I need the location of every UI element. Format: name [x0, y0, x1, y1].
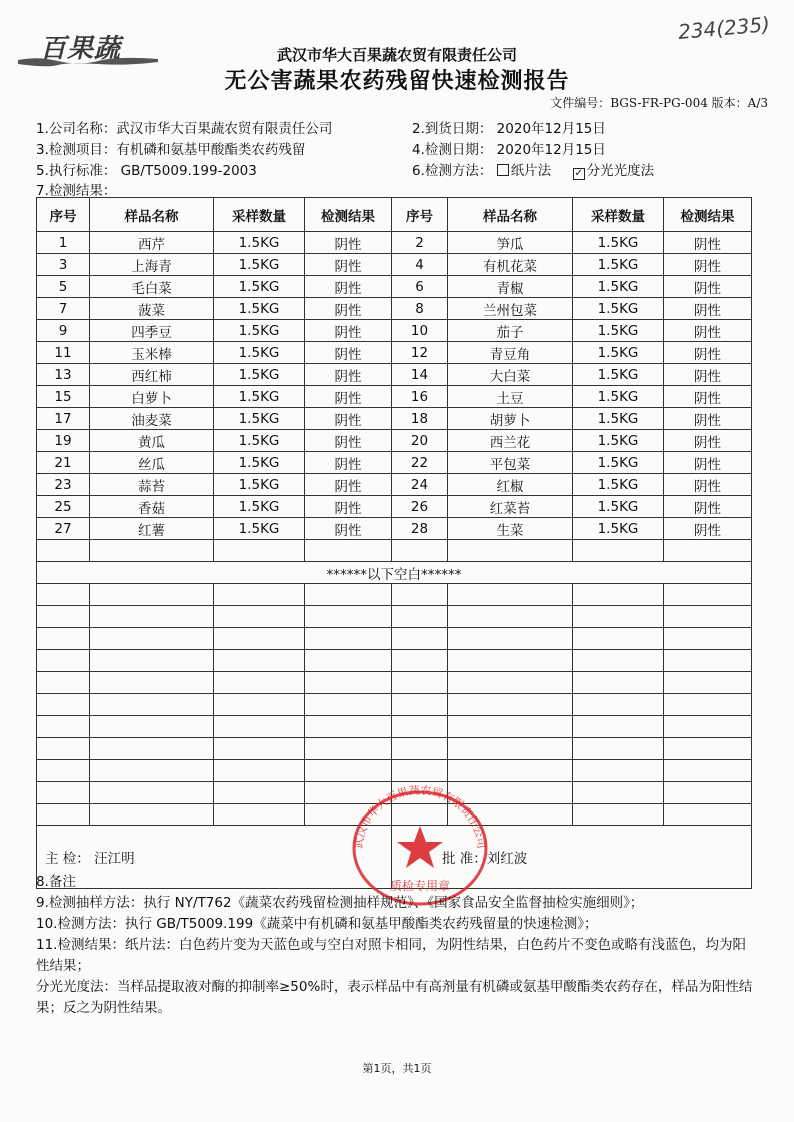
cell-sample-name: 毛白菜: [90, 276, 214, 298]
table-row: [37, 342, 752, 364]
cell-sample-name: 四季豆: [90, 320, 214, 342]
cell-index: 9: [37, 320, 90, 342]
empty-cell: [573, 540, 664, 562]
empty-cell: [90, 650, 214, 672]
approver-signature: 批 准：刘红波: [392, 826, 752, 889]
cell-index: 10: [392, 320, 448, 342]
cell-quantity: 1.5KG: [214, 518, 305, 540]
cell-index: 17: [37, 408, 90, 430]
cell-quantity: 1.5KG: [573, 232, 664, 254]
spectro-method-label: 分光光度法: [586, 163, 655, 179]
empty-cell: [305, 540, 392, 562]
empty-cell: [448, 738, 573, 760]
cell-quantity: 1.5KG: [214, 254, 305, 276]
cell-sample-name: 丝瓜: [90, 452, 214, 474]
cell-quantity: 1.5KG: [573, 474, 664, 496]
cell-index: 16: [392, 386, 448, 408]
cell-quantity: 1.5KG: [214, 320, 305, 342]
cell-quantity: 1.5KG: [573, 518, 664, 540]
cell-index: 15: [37, 386, 90, 408]
cell-quantity: 1.5KG: [214, 342, 305, 364]
seal-star-icon: [397, 826, 443, 868]
cell-sample-name: 笋瓜: [448, 232, 573, 254]
empty-row: [37, 738, 752, 760]
empty-cell: [37, 782, 90, 804]
cell-index: 1: [37, 232, 90, 254]
empty-cell: [37, 694, 90, 716]
spectro-method-checkbox[interactable]: ✓: [574, 168, 583, 179]
cell-quantity: 1.5KG: [214, 474, 305, 496]
empty-cell: [448, 716, 573, 738]
cell-quantity: 1.5KG: [214, 452, 305, 474]
empty-cell: [573, 760, 664, 782]
empty-cell: [37, 804, 90, 826]
table-row: [37, 232, 752, 254]
cell-index: 20: [392, 430, 448, 452]
empty-cell: [392, 584, 448, 606]
empty-cell: [37, 650, 90, 672]
empty-cell: [573, 804, 664, 826]
cell-sample-name: 兰州包菜: [448, 298, 573, 320]
cell-sample-name: 青椒: [448, 276, 573, 298]
paper-method-checkbox[interactable]: [497, 164, 509, 176]
table-row: [37, 298, 752, 320]
cell-sample-name: 土豆: [448, 386, 573, 408]
empty-cell: [664, 716, 752, 738]
cell-result: 阴性: [664, 408, 752, 430]
cell-quantity: 1.5KG: [573, 430, 664, 452]
empty-cell: [37, 738, 90, 760]
cell-result: 阴性: [664, 342, 752, 364]
cell-index: 3: [37, 254, 90, 276]
empty-cell: [664, 694, 752, 716]
seal-subtext: 质检专用章: [389, 879, 451, 893]
cell-index: 4: [392, 254, 448, 276]
empty-cell: [305, 738, 392, 760]
empty-cell: [305, 694, 392, 716]
cell-quantity: 1.5KG: [573, 320, 664, 342]
empty-row: [37, 650, 752, 672]
empty-cell: [90, 760, 214, 782]
table-row: [37, 254, 752, 276]
empty-cell: [214, 782, 305, 804]
cell-quantity: 1.5KG: [573, 452, 664, 474]
empty-cell: [448, 628, 573, 650]
test-item-field: 3.检测项目：有机磷和氨基甲酸酯类农药残留: [36, 142, 306, 158]
cell-sample-name: 茄子: [448, 320, 573, 342]
cell-sample-name: 平包菜: [448, 452, 573, 474]
cell-result: 阴性: [664, 276, 752, 298]
empty-cell: [664, 672, 752, 694]
cell-index: 14: [392, 364, 448, 386]
empty-cell: [90, 694, 214, 716]
empty-cell: [448, 584, 573, 606]
cell-result: 阴性: [305, 386, 392, 408]
empty-row: [37, 540, 752, 562]
empty-cell: [664, 606, 752, 628]
empty-cell: [448, 650, 573, 672]
empty-cell: [37, 760, 90, 782]
empty-cell: [37, 540, 90, 562]
empty-cell: [448, 672, 573, 694]
empty-cell: [573, 628, 664, 650]
cell-result: 阴性: [664, 364, 752, 386]
cell-index: 7: [37, 298, 90, 320]
seal-text: 武汉市华大百果蔬农贸有限责任公司: [351, 783, 489, 850]
empty-cell: [573, 738, 664, 760]
empty-cell: [664, 650, 752, 672]
empty-cell: [305, 584, 392, 606]
cell-result: 阴性: [664, 496, 752, 518]
cell-sample-name: 白萝卜: [90, 386, 214, 408]
cell-quantity: 1.5KG: [573, 298, 664, 320]
empty-cell: [214, 716, 305, 738]
cell-index: 6: [392, 276, 448, 298]
empty-cell: [90, 672, 214, 694]
empty-cell: [664, 738, 752, 760]
table-row: [37, 474, 752, 496]
arrival-date-field: 2.到货日期： 2020年12月15日: [412, 121, 606, 137]
col-header-sample: 样品名称: [90, 198, 214, 232]
empty-cell: [573, 672, 664, 694]
empty-cell: [573, 782, 664, 804]
empty-cell: [214, 606, 305, 628]
empty-row: [37, 760, 752, 782]
empty-cell: [392, 760, 448, 782]
blank-marker-row: [37, 562, 752, 584]
table-row: [37, 430, 752, 452]
cell-result: 阴性: [305, 408, 392, 430]
empty-cell: [392, 628, 448, 650]
empty-cell: [305, 760, 392, 782]
empty-cell: [664, 782, 752, 804]
cell-index: 19: [37, 430, 90, 452]
cell-sample-name: 生菜: [448, 518, 573, 540]
cell-sample-name: 胡萝卜: [448, 408, 573, 430]
cell-index: 8: [392, 298, 448, 320]
cell-sample-name: 玉米棒: [90, 342, 214, 364]
cell-sample-name: 有机花菜: [448, 254, 573, 276]
cell-sample-name: 西兰花: [448, 430, 573, 452]
cell-sample-name: 蒜苔: [90, 474, 214, 496]
empty-cell: [214, 584, 305, 606]
cell-quantity: 1.5KG: [573, 386, 664, 408]
cell-sample-name: 红薯: [90, 518, 214, 540]
cell-result: 阴性: [664, 254, 752, 276]
cell-quantity: 1.5KG: [214, 232, 305, 254]
empty-cell: [305, 628, 392, 650]
empty-cell: [664, 804, 752, 826]
empty-cell: [392, 738, 448, 760]
cell-quantity: 1.5KG: [573, 364, 664, 386]
empty-cell: [305, 650, 392, 672]
cell-index: 12: [392, 342, 448, 364]
empty-cell: [573, 606, 664, 628]
cell-result: 阴性: [305, 276, 392, 298]
table-row: [37, 364, 752, 386]
cell-quantity: 1.5KG: [573, 408, 664, 430]
cell-index: 26: [392, 496, 448, 518]
cell-result: 阴性: [305, 364, 392, 386]
page-footer: 第1页，共1页: [362, 1062, 432, 1075]
cell-result: 阴性: [305, 298, 392, 320]
cell-sample-name: 黄瓜: [90, 430, 214, 452]
empty-cell: [392, 694, 448, 716]
table-row: [37, 386, 752, 408]
empty-row: [37, 606, 752, 628]
col-header-sample: 样品名称: [448, 198, 573, 232]
cell-quantity: 1.5KG: [214, 496, 305, 518]
table-row: [37, 452, 752, 474]
cell-result: 阴性: [664, 474, 752, 496]
empty-cell: [37, 628, 90, 650]
empty-cell: [37, 606, 90, 628]
cell-result: 阴性: [664, 518, 752, 540]
cell-result: 阴性: [305, 474, 392, 496]
empty-cell: [37, 716, 90, 738]
note-test-method: 10.检测方法：执行 GB/T5009.199《蔬菜中有机磷和氨基甲酸酯类农药残留量的快速检测》；: [36, 916, 598, 932]
empty-cell: [90, 782, 214, 804]
cell-index: 5: [37, 276, 90, 298]
col-header-index: 序号: [37, 198, 90, 232]
cell-quantity: 1.5KG: [214, 276, 305, 298]
empty-row: [37, 694, 752, 716]
empty-cell: [392, 650, 448, 672]
empty-row: [37, 672, 752, 694]
cell-quantity: 1.5KG: [214, 298, 305, 320]
table-row: [37, 320, 752, 342]
col-header-quantity: 采样数量: [573, 198, 664, 232]
cell-index: 28: [392, 518, 448, 540]
report-title: 无公害蔬果农药残留快速检测报告: [224, 69, 570, 94]
empty-cell: [448, 540, 573, 562]
notes-title: 8.备注: [36, 874, 76, 890]
empty-cell: [90, 716, 214, 738]
empty-cell: [664, 540, 752, 562]
cell-result: 阴性: [664, 430, 752, 452]
cell-index: 21: [37, 452, 90, 474]
empty-cell: [214, 672, 305, 694]
empty-cell: [214, 804, 305, 826]
empty-row: [37, 628, 752, 650]
empty-row: [37, 716, 752, 738]
col-header-quantity: 采样数量: [214, 198, 305, 232]
table-row: [37, 518, 752, 540]
empty-cell: [664, 760, 752, 782]
notes-section: [36, 872, 756, 1019]
empty-cell: [448, 606, 573, 628]
empty-cell: [90, 628, 214, 650]
cell-result: 阴性: [305, 254, 392, 276]
cell-quantity: 1.5KG: [573, 276, 664, 298]
results-label: 7.检测结果：: [36, 183, 117, 199]
test-method-field: [412, 159, 654, 180]
cell-index: 27: [37, 518, 90, 540]
cell-quantity: 1.5KG: [573, 254, 664, 276]
empty-cell: [448, 694, 573, 716]
cell-result: 阴性: [305, 342, 392, 364]
empty-cell: [90, 584, 214, 606]
handwritten-number: 234(235): [677, 12, 771, 44]
empty-cell: [214, 738, 305, 760]
empty-cell: [214, 540, 305, 562]
cell-result: 阴性: [664, 232, 752, 254]
cell-sample-name: 青豆角: [448, 342, 573, 364]
note-sampling-method: 9.检测抽样方法：执行 NY/T762《蔬菜农药残留检测抽样规范》、《国家食品安全监督抽检实施细则》；: [36, 895, 644, 911]
cell-sample-name: 红椒: [448, 474, 573, 496]
cell-result: 阴性: [305, 320, 392, 342]
blank-marker: ******以下空白******: [37, 562, 752, 584]
table-header-row: [37, 198, 752, 232]
empty-cell: [664, 584, 752, 606]
table-row: [37, 276, 752, 298]
paper-method-label: 纸片法: [510, 163, 552, 179]
col-header-result: 检测结果: [664, 198, 752, 232]
cell-sample-name: 西红柿: [90, 364, 214, 386]
cell-result: 阴性: [305, 518, 392, 540]
cell-sample-name: 油麦菜: [90, 408, 214, 430]
empty-cell: [305, 606, 392, 628]
empty-cell: [392, 540, 448, 562]
inspector-signature: 主 检： 汪江明: [37, 826, 392, 889]
col-header-index: 序号: [392, 198, 448, 232]
cell-sample-name: 西芹: [90, 232, 214, 254]
empty-cell: [573, 694, 664, 716]
cell-index: 11: [37, 342, 90, 364]
empty-cell: [305, 716, 392, 738]
empty-cell: [90, 540, 214, 562]
note-result-paper: 11.检测结果：纸片法：白色药片变为天蓝色或与空白对照卡相同，为阴性结果，白色药片不变色或略有浅蓝色，均为阳性结果；: [36, 937, 746, 974]
empty-cell: [90, 804, 214, 826]
col-header-result: 检测结果: [305, 198, 392, 232]
cell-quantity: 1.5KG: [214, 430, 305, 452]
cell-quantity: 1.5KG: [573, 342, 664, 364]
cell-quantity: 1.5KG: [573, 496, 664, 518]
cell-index: 24: [392, 474, 448, 496]
table-row: [37, 496, 752, 518]
cell-sample-name: 菠菜: [90, 298, 214, 320]
empty-cell: [214, 628, 305, 650]
empty-cell: [90, 738, 214, 760]
cell-result: 阴性: [664, 298, 752, 320]
empty-cell: [305, 672, 392, 694]
cell-result: 阴性: [305, 452, 392, 474]
standard-field: 5.执行标准： GB/T5009.199-2003: [36, 163, 257, 179]
empty-cell: [573, 650, 664, 672]
empty-cell: [37, 584, 90, 606]
test-method-label: 6.检测方法：: [412, 163, 493, 179]
cell-sample-name: 大白菜: [448, 364, 573, 386]
empty-row: [37, 584, 752, 606]
cell-sample-name: 香菇: [90, 496, 214, 518]
empty-cell: [448, 760, 573, 782]
empty-cell: [214, 650, 305, 672]
table-row: [37, 408, 752, 430]
empty-cell: [90, 606, 214, 628]
empty-cell: [214, 760, 305, 782]
cell-quantity: 1.5KG: [214, 408, 305, 430]
cell-result: 阴性: [305, 430, 392, 452]
empty-cell: [573, 584, 664, 606]
empty-cell: [573, 716, 664, 738]
cell-index: 13: [37, 364, 90, 386]
cell-sample-name: 上海青: [90, 254, 214, 276]
company-name-field: 1.公司名称：武汉市华大百果蔬农贸有限责任公司: [36, 121, 333, 137]
empty-cell: [214, 694, 305, 716]
cell-quantity: 1.5KG: [214, 386, 305, 408]
test-date-field: 4.检测日期： 2020年12月15日: [412, 142, 606, 158]
empty-cell: [392, 606, 448, 628]
empty-cell: [37, 672, 90, 694]
cell-quantity: 1.5KG: [214, 364, 305, 386]
logo-text: 百果蔬: [40, 34, 122, 64]
cell-result: 阴性: [664, 320, 752, 342]
cell-result: 阴性: [664, 386, 752, 408]
cell-index: 23: [37, 474, 90, 496]
cell-index: 25: [37, 496, 90, 518]
company-title: 武汉市华大百果蔬农贸有限责任公司: [276, 46, 517, 64]
cell-result: 阴性: [664, 452, 752, 474]
empty-cell: [392, 716, 448, 738]
note-result-spectro: 分光光度法：当样品提取液对酶的抑制率≥50%时，表示样品中有高剂量有机磷或氨基甲酸酯类农药存在，样品为阳性结果；反之为阴性结果。: [36, 979, 753, 1016]
document-number: 文件编号：BGS-FR-PG-004 版本：A/3: [550, 96, 768, 110]
cell-result: 阴性: [305, 496, 392, 518]
cell-sample-name: 红菜苔: [448, 496, 573, 518]
cell-index: 18: [392, 408, 448, 430]
cell-index: 2: [392, 232, 448, 254]
cell-index: 22: [392, 452, 448, 474]
empty-cell: [664, 628, 752, 650]
empty-cell: [392, 672, 448, 694]
cell-result: 阴性: [305, 232, 392, 254]
